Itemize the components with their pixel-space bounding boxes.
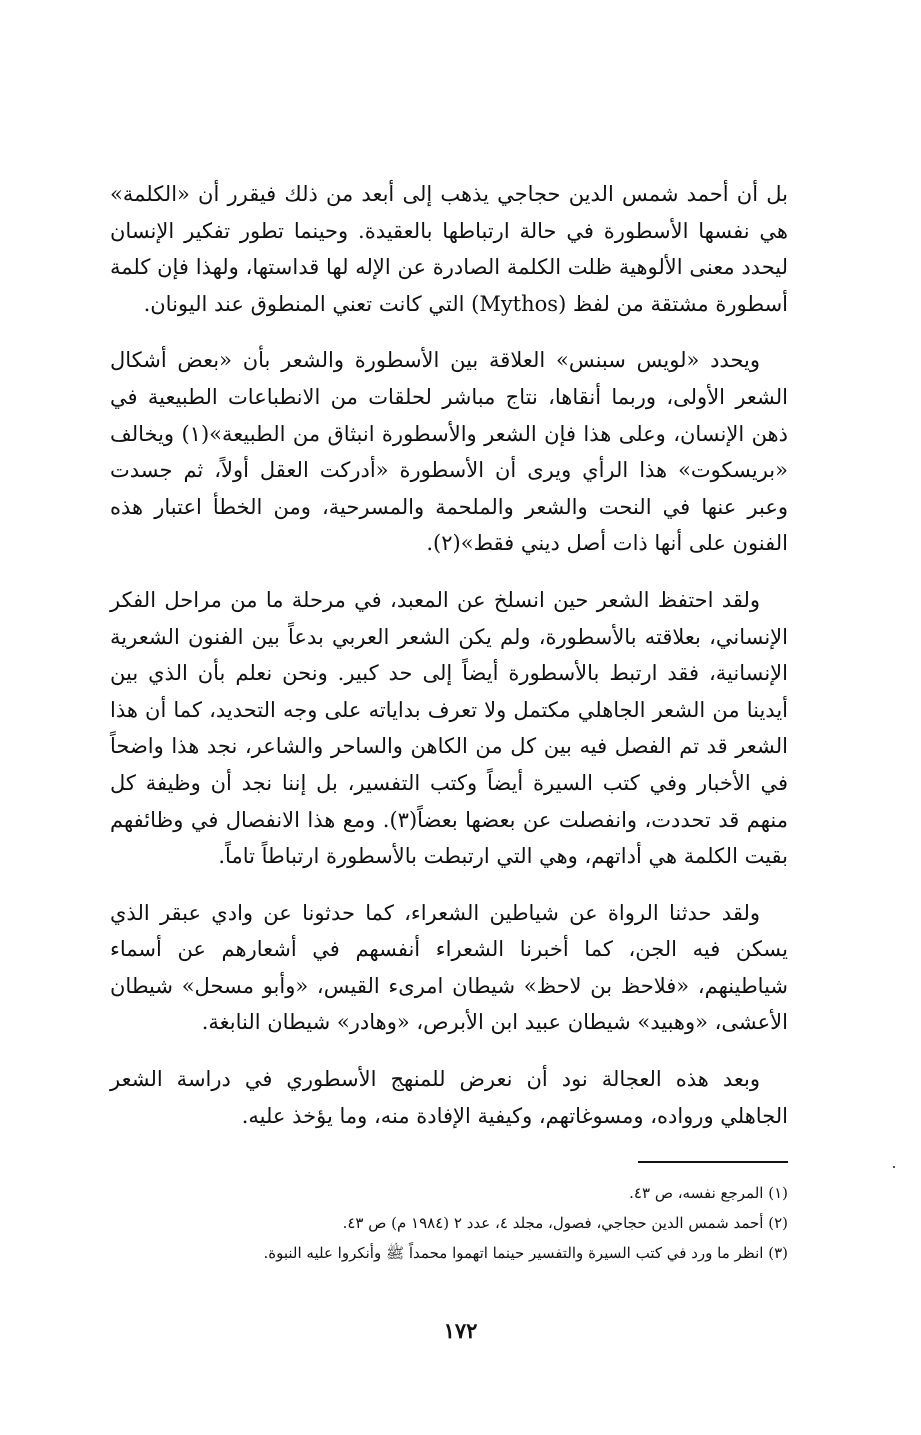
paragraph-4: ولقد حدثنا الرواة عن شياطين الشعراء، كما حدثونا عن وادي عبقر الذي يسكن فيه الجن، كما أخبرنا الشعراء أنفسهم في أشعارهم عن أسماء شياطينهم، «فلاحظ بن لاحظ» شيطان امرىء القيس، «وأبو مسحل» شيطان الأعشى، «وهبيد» شيطان عبيد ابن الأبرص، «وهادر» شيطان النابغة. xyxy=(110,900,788,1035)
footnote-1: (١) المرجع نفسه، ص ٤٣. xyxy=(629,1184,788,1202)
paragraph-2: ويحدد «لويس سبنس» العلاقة بين الأسطورة والشعر بأن «بعض أشكال الشعر الأولى، وربما أنقاها، نتاج مباشر لحلقات من الانطباعات الطبيعية في ذهن الإنسان، وعلى هذا فإن الشعر والأسطورة انبثاق من الطبيعة»(١) ويخالف «بريسكوت» هذا الرأي ويرى أن الأسطورة «أدركت العقل أولاً، ثم جسدت وعبر عنها في النحت والشعر والملحمة والمسرحية، ومن الخطأ اعتبار هذه الفنون على أنها ذات أصل ديني فقط»(٢). xyxy=(110,348,788,556)
paragraph-1: بل أن أحمد شمس الدين حجاجي يذهب إلى أبعد من ذلك فيقرر أن «الكلمة» هي نفسها الأسطورة في حالة ارتباطها بالعقيدة. وحينما تطور تفكير الإنسان ليحدد معنى الألوهية ظلت الكلمة الصادرة عن الإله لها قداستها، ولهذا فإن كلمة أسطورة مشتقة من لفظ (Mythos) التي كانت تعني المنطوق عند اليونان. xyxy=(110,182,788,316)
body-text xyxy=(110,176,788,1154)
paragraph-3: ولقد احتفظ الشعر حين انسلخ عن المعبد، في مرحلة ما من مراحل الفكر الإنساني، بعلاقته بالأسطورة، ولم يكن الشعر العربي بدعاً بين الفنون الشعرية الإنسانية، فقد ارتبط بالأسطورة أيضاً إلى حد كبير. ونحن نعلم بأن الذي بين أيدينا من الشعر الجاهلي مكتمل ولا تعرف بداياته على وجه التحديد، كما أن هذا الشعر قد تم الفصل فيه بين كل من الكاهن والساحر والشاعر، نجد هذا واضحاً في الأخبار وفي كتب السيرة أيضاً وكتب التفسير، بل إننا نجد أن وظيفة كل منهم قد تحددت، وانفصلت عن بعضها بعضاً(٣). ومع هذا الانفصال في وظائفهم بقيت الكلمة هي أداتهم، وهي التي ارتبطت بالأسطورة ارتباطاً تاماً. xyxy=(110,587,789,869)
paragraph-5: وبعد هذه العجالة نود أن نعرض للمنهج الأسطوري في دراسة الشعر الجاهلي ورواده، ومسوغاتهم، وكيفية الإفادة منه، وما يؤخذ عليه. xyxy=(110,1067,788,1128)
page-number: ١٧٢ xyxy=(443,1318,478,1343)
scan-speck xyxy=(893,1166,895,1168)
footnotes xyxy=(110,1178,788,1268)
footnote-2: (٢) أحمد شمس الدين حجاجي، فصول، مجلد ٤، عدد ٢ (١٩٨٤ م) ص ٤٣. xyxy=(342,1214,788,1232)
footnote-separator xyxy=(638,1161,788,1163)
footnote-3: (٣) انظر ما ورد في كتب السيرة والتفسير حينما اتهموا محمداً ﷺ وأنكروا عليه النبوة. xyxy=(263,1244,788,1262)
